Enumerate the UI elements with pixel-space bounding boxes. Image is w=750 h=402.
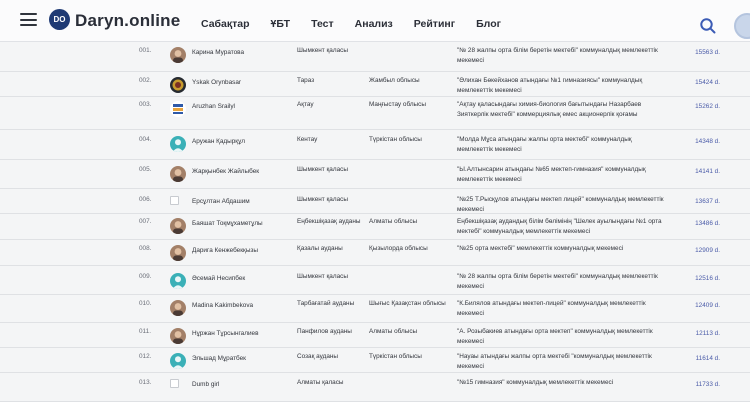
row-school: "Әлихан Бөкейханов атындағы №1 гимназиясы" коммуналдық мемлекеттік мекемесі [457,77,643,94]
row-name: Madina Kakimbekova [192,302,254,309]
row-rank: 011. [139,328,151,335]
row-name: Yskak Orynbasar [192,79,242,86]
nav-rating[interactable]: Рейтинг [413,18,456,30]
row-name: Dumb girl [192,381,220,388]
row-score: 14141 d. [695,168,720,175]
row-score: 11614 d. [695,355,720,362]
row-school: "№ 28 жалпы орта білім беретін мектебі" коммуналдық мемлекеттік мекемесі [457,47,658,64]
logo-text[interactable]: Daryn.online [75,11,181,30]
table-row[interactable] [0,240,750,266]
row-rank: 008. [139,245,152,252]
user-avatar[interactable] [734,13,750,39]
user-avatar-icon [170,166,186,182]
row-school: "Ы.Алтынсарин атындағы №65 мектеп-гимназия" коммуналдық мемлекеттік мекемесі [457,166,646,183]
row-city: Созақ ауданы [297,353,339,360]
row-region: Қызылорда облысы [369,245,428,252]
row-school: Еңбекшіқазақ аудандық білім бөлімінің "Шелек ауылындағы №1 орта мектебі" коммуналдық мемлекеттік мекемесі [457,218,662,235]
row-rank: 003. [139,101,152,108]
table-row[interactable] [0,348,750,373]
user-avatar-icon [170,101,186,117]
row-score: 12409 d. [695,302,720,309]
nav-test[interactable]: Тест [311,18,334,30]
row-name: Әсемай Несипбек [192,275,246,282]
user-avatar-icon [170,328,186,344]
table-row[interactable] [0,97,750,130]
row-school: "№15 гимназия" коммуналдық мемлекеттік мекемесі [457,379,614,386]
row-region: Маңғыстау облысы [369,101,426,108]
user-avatar-icon [170,47,186,63]
search-icon[interactable] [699,17,717,35]
row-city: Шымкент қаласы [297,196,348,203]
row-school: "№25 орта мектебі" мемлекеттік коммуналдық мекемесі [457,245,624,252]
row-city: Кентау [297,136,318,143]
table-row[interactable] [0,373,750,402]
logo-badge[interactable]: DO [49,9,70,30]
nav-lessons[interactable]: Сабақтар [201,18,250,30]
main-nav [201,18,522,30]
row-name: Ерсұлтан Абдашим [192,198,250,205]
row-region: Шығыс Қазақстан облысы [369,300,446,307]
user-avatar-icon [170,77,186,93]
menu-icon[interactable] [20,13,37,26]
row-score: 11733 d. [695,381,720,388]
row-school: "Молда Мұса атындағы жалпы орта мектебі" коммуналдық мемлекеттік мекемесі [457,136,632,153]
row-score: 15424 d. [695,79,720,86]
nav-ubt[interactable]: ҰБТ [270,18,291,30]
row-rank: 009. [139,273,152,280]
table-row[interactable] [0,42,750,72]
row-rank: 001. [139,47,152,54]
row-rank: 002. [139,77,152,84]
row-rank: 012. [139,353,152,360]
row-name: Эльшад Мұратбек [192,355,246,362]
row-score: 12516 d. [695,275,720,282]
row-city: Тарбағатай ауданы [297,300,355,307]
row-rank: 007. [139,218,152,225]
user-avatar-icon [170,245,186,261]
row-rank: 013. [139,379,152,386]
row-school: "Науаы атындағы жалпы орта мектебі "коммуналдық мемлекеттік мекемесі [457,353,652,370]
row-school: "Ақтау қаласындағы химия-биология бағытындағы Назарбаев Зияткерлік мектебі" коммерциялық емес акционерлік қоғамы [457,101,642,118]
row-name: Aruzhan Srailyl [192,103,235,110]
row-region: Жамбыл облысы [369,77,420,84]
row-score: 15262 d. [695,103,720,110]
row-city: Панфилов ауданы [297,328,352,335]
rating-table [0,42,750,402]
broken-image-icon [170,379,186,395]
row-name: Карина Муратова [192,49,245,56]
row-score: 12909 d. [695,247,720,254]
row-city: Қазалы ауданы [297,245,343,252]
row-name: Баяшат Тоқмұхаметұлы [192,220,263,227]
row-city: Шымкент қаласы [297,166,348,173]
row-rank: 005. [139,166,152,173]
row-name: Аружан Қадырқұл [192,138,246,145]
row-school: "А. Розыбакиев атындағы орта мектеп" коммуналдық мемлекеттік мекемесі [457,328,653,345]
table-row[interactable] [0,130,750,160]
user-avatar-icon [170,353,186,369]
row-region: Алматы облысы [369,218,418,225]
row-name: Жарқынбек Жайлыбек [192,168,260,175]
user-avatar-icon [170,300,186,316]
nav-blog[interactable]: Блог [476,18,501,30]
row-rank: 006. [139,196,152,203]
row-city: Алматы қаласы [297,379,344,386]
top-header [0,0,750,42]
table-row[interactable] [0,160,750,189]
row-city: Шымкент қаласы [297,47,348,54]
table-row[interactable] [0,266,750,295]
row-school: "№ 28 жалпы орта білім беретін мектебі" коммуналдық мемлекеттік мекемесі [457,273,658,290]
user-avatar-icon [170,273,186,289]
table-row[interactable] [0,323,750,348]
row-score: 14348 d. [695,138,720,145]
row-region: Түркістан облысы [369,136,422,143]
row-score: 13637 d. [695,198,720,205]
row-score: 12113 d. [695,330,720,337]
nav-analysis[interactable]: Анализ [354,18,393,30]
row-name: Нұржан Тұрсынгалиев [192,330,259,337]
table-row[interactable] [0,189,750,214]
table-row[interactable] [0,214,750,240]
table-row[interactable] [0,72,750,97]
row-school: "К.Билялов атындағы мектеп-лицей" коммуналдық мемлекеттік мекемесі [457,300,646,317]
row-region: Түркістан облысы [369,353,422,360]
row-rank: 004. [139,136,152,143]
row-school: "№25 Т.Рысқұлов атындағы мектеп лицей" коммуналдық мемлекеттік мекемесі [457,196,664,213]
user-avatar-icon [170,218,186,234]
row-city: Еңбекшіқазақ ауданы [297,218,361,225]
row-score: 13486 d. [695,220,720,227]
table-row[interactable] [0,295,750,323]
row-score: 15563 d. [695,49,720,56]
row-region: Алматы облысы [369,328,418,335]
broken-image-icon [170,196,186,212]
user-avatar-icon [170,136,186,152]
row-city: Тараз [297,77,315,84]
row-city: Шымкент қаласы [297,273,348,280]
row-rank: 010. [139,300,152,307]
row-name: Дарига Кенжебекқызы [192,247,258,254]
row-city: Ақтау [297,101,314,108]
